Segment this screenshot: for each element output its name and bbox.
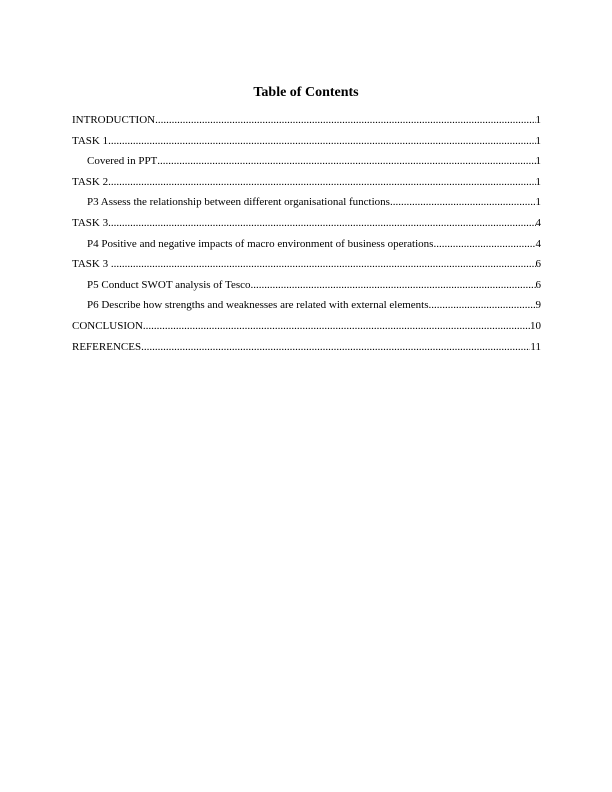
toc-entry-label: P3 Assess the relationship between different organisational functions	[87, 196, 390, 209]
dot-leader	[143, 319, 530, 333]
toc-entry-label: REFERENCES	[72, 340, 142, 353]
toc-entry-page: 9	[535, 299, 541, 312]
toc-entry-page: 1	[535, 114, 541, 126]
dot-leader	[108, 175, 535, 189]
dot-leader	[108, 216, 535, 230]
toc-entry-label: P6 Describe how strengths and weaknesses are related with external elements	[87, 299, 429, 312]
dot-leader	[108, 134, 535, 148]
toc-entry-page: 1	[535, 134, 541, 147]
dot-leader	[390, 195, 536, 209]
dot-leader	[111, 257, 536, 271]
toc-entry-label: TASK 3	[72, 216, 109, 229]
toc-entry-p3[interactable]	[72, 195, 541, 216]
toc-title: Table of Contents	[253, 85, 359, 100]
toc-entry-p5[interactable]	[72, 278, 541, 299]
toc-entry-conclusion[interactable]	[72, 319, 541, 340]
toc-entry-task-3-second[interactable]	[72, 257, 541, 278]
dot-leader	[251, 278, 536, 292]
toc-entry-label: P4 Positive and negative impacts of macro environment of business operations	[87, 237, 434, 250]
toc-entry-page: 1	[535, 196, 541, 209]
toc-entry-p6[interactable]	[72, 298, 541, 319]
toc-entry-label: INTRODUCTION	[72, 114, 156, 126]
toc-entry-label: TASK 3	[72, 258, 111, 271]
toc-entry-page: 4	[535, 216, 541, 229]
toc-list	[72, 113, 541, 360]
dot-leader	[433, 237, 535, 251]
toc-entry-covered-in-ppt[interactable]	[72, 154, 541, 175]
toc-entry-task-2[interactable]	[72, 175, 541, 196]
toc-entry-references[interactable]	[72, 340, 541, 361]
dot-leader	[429, 298, 536, 312]
toc-entry-page: 11	[530, 340, 541, 353]
toc-entry-task-3[interactable]	[72, 216, 541, 237]
toc-entry-page: 6	[535, 278, 541, 291]
dot-leader	[157, 154, 535, 168]
dot-leader	[141, 340, 530, 354]
toc-entry-task-1[interactable]	[72, 134, 541, 155]
toc-entry-p4[interactable]	[72, 237, 541, 258]
toc-entry-page: 6	[535, 258, 541, 271]
toc-entry-label: TASK 1	[72, 134, 109, 147]
dot-leader	[155, 113, 535, 127]
toc-entry-label: TASK 2	[72, 175, 109, 188]
toc-entry-label: CONCLUSION	[72, 319, 143, 332]
toc-entry-label: Covered in PPT	[87, 155, 158, 168]
toc-entry-page: 1	[535, 155, 541, 168]
toc-entry-page: 4	[535, 237, 541, 250]
toc-entry-introduction[interactable]	[72, 113, 541, 134]
toc-entry-label: P5 Conduct SWOT analysis of Tesco	[87, 278, 251, 291]
toc-entry-page: 1	[535, 175, 541, 188]
toc-entry-page: 10	[530, 319, 541, 332]
